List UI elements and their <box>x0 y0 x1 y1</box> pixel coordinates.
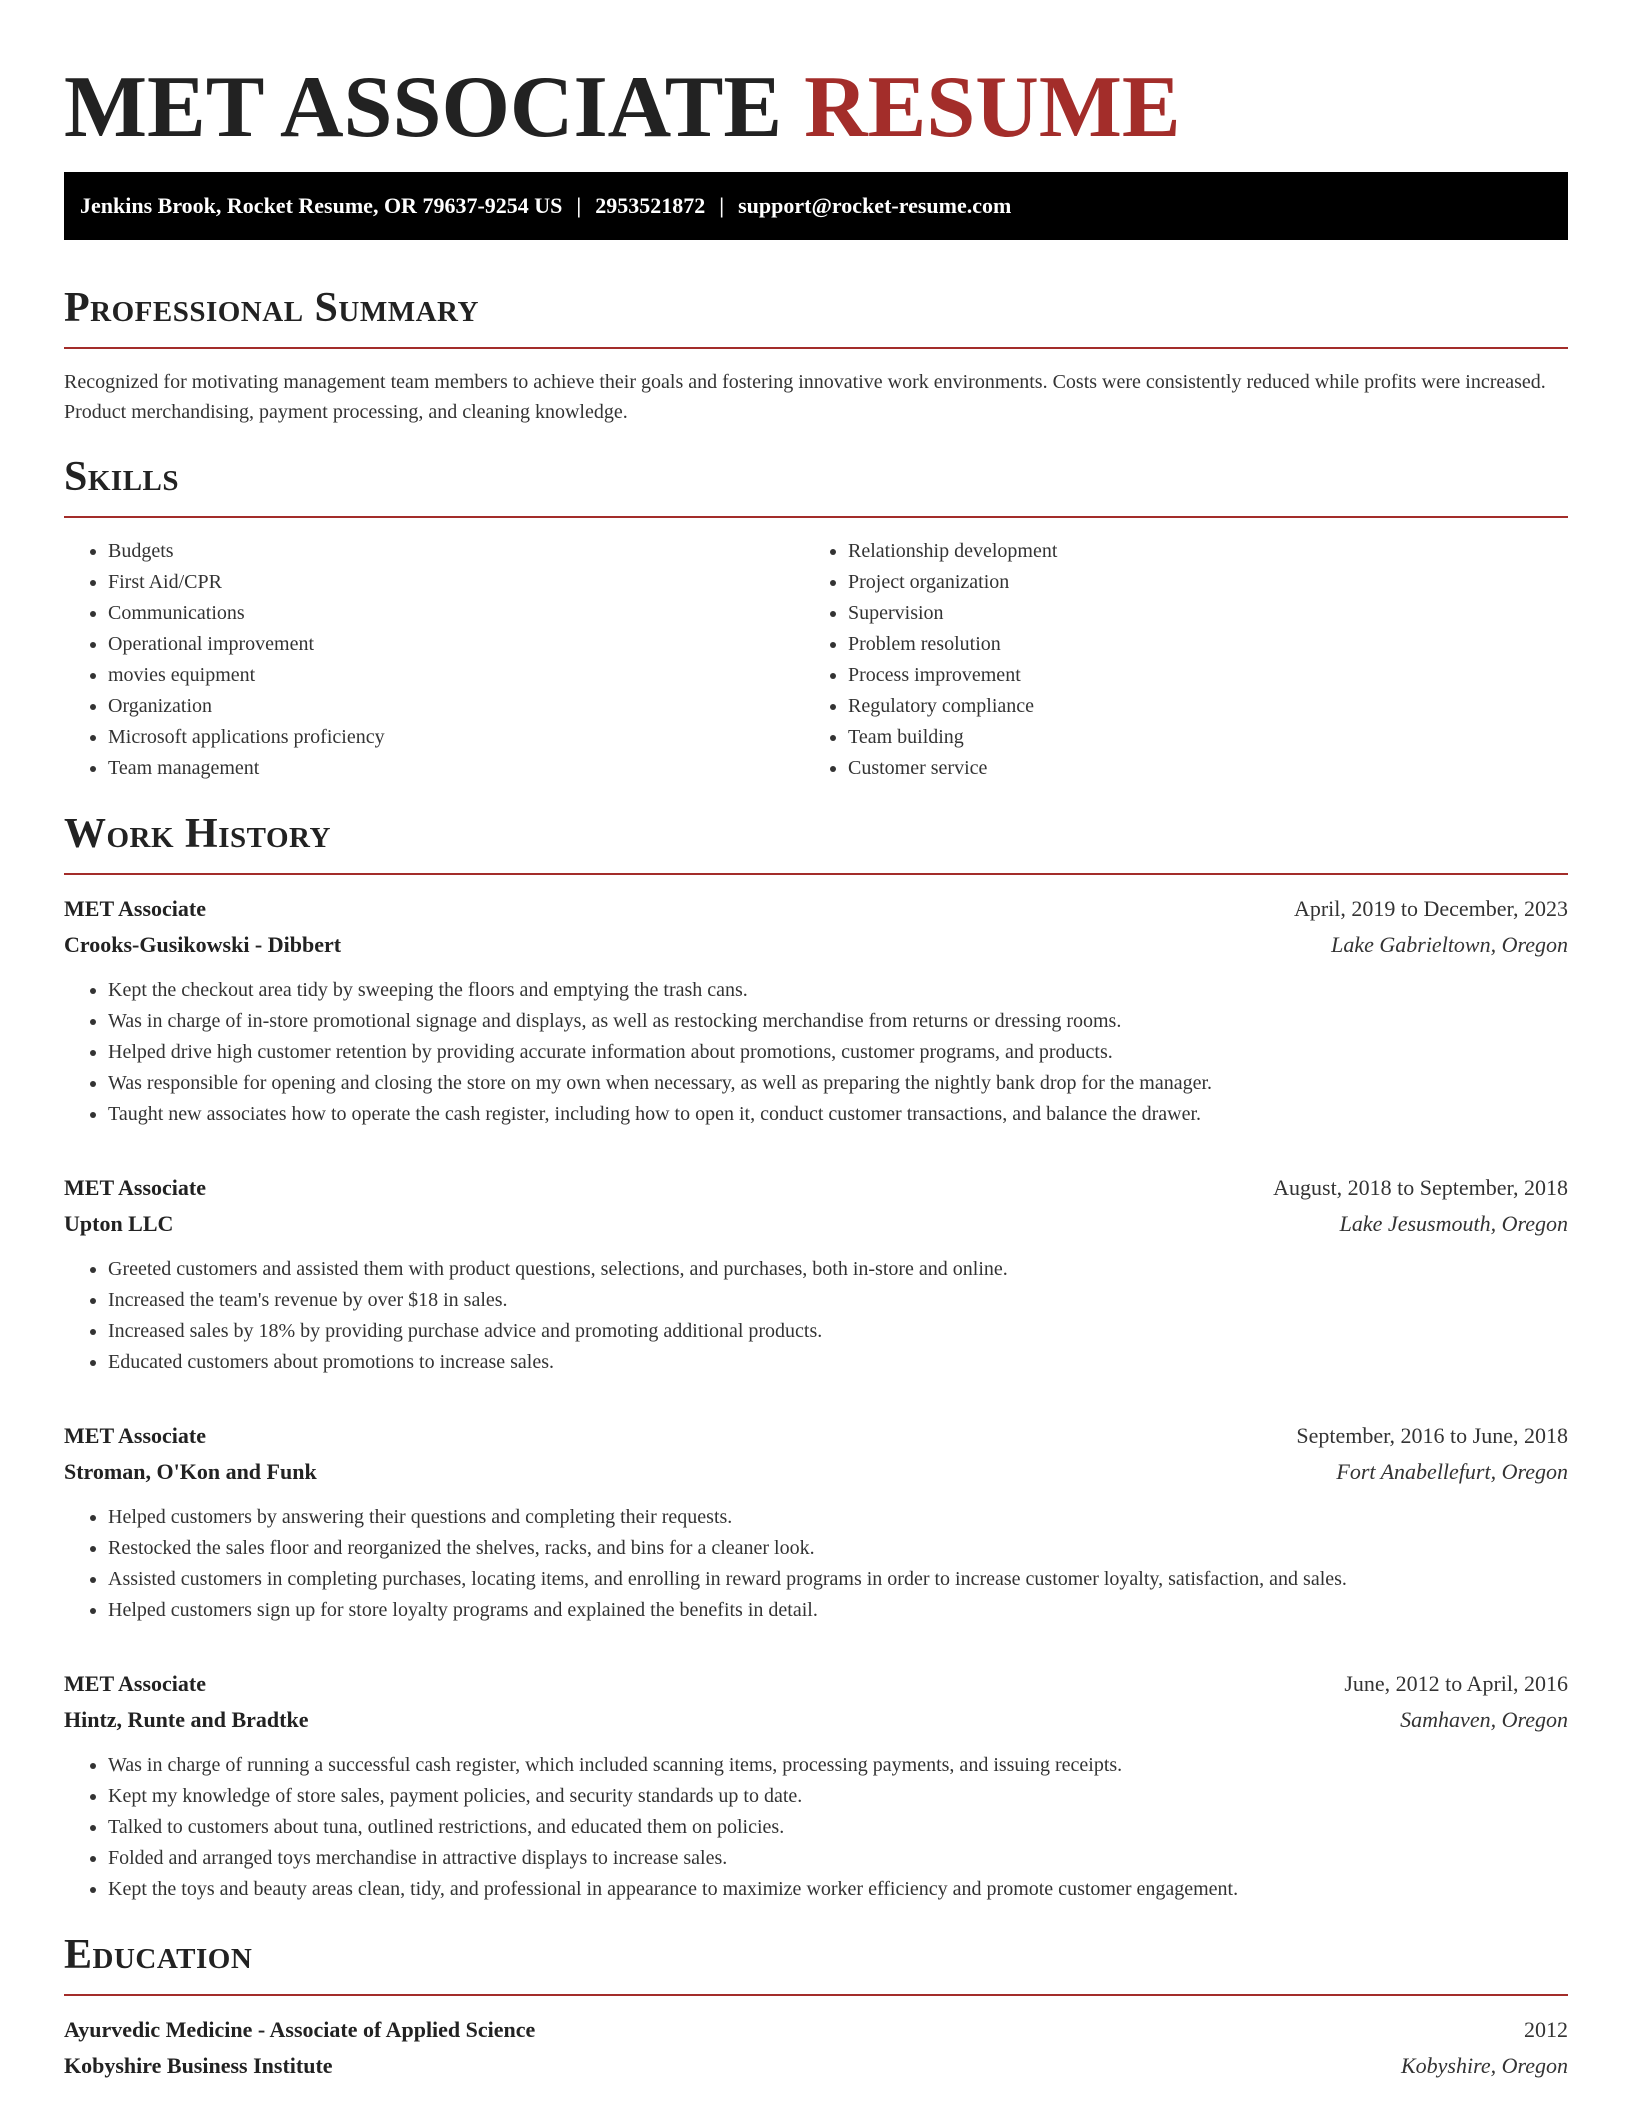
skill-item: • Microsoft applications proficiency <box>108 722 804 753</box>
education-year: 2012 <box>1524 2017 1568 2042</box>
job-bullet: • Kept my knowledge of store sales, payment policies, and security standards up to date. <box>108 1781 1568 1812</box>
job-company: Upton LLC <box>64 1211 174 1236</box>
skill-item: • Communications <box>108 598 804 629</box>
job-location: Fort Anabellefurt, Oregon <box>1336 1459 1568 1484</box>
section-heading-work: Work History <box>64 811 331 857</box>
title-accent: RESUME <box>804 59 1181 156</box>
job-bullet: • Was in charge of in-store promotional signage and displays, as well as restocking merchandise from returns or dressing rooms. <box>108 1006 1568 1037</box>
job-bullet: • Helped drive high customer retention by providing accurate information about promotions, customer programs, and products. <box>108 1037 1568 1068</box>
job-bullet: • Folded and arranged toys merchandise in attractive displays to increase sales. <box>108 1843 1568 1874</box>
title-main: MET ASSOCIATE <box>64 59 783 156</box>
skill-item: • Team building <box>848 722 1544 753</box>
job-role: MET Associate <box>64 896 206 921</box>
contact-email[interactable]: support@rocket-resume.com <box>738 193 1012 218</box>
contact-separator: | <box>719 193 725 218</box>
section-divider <box>64 873 1568 875</box>
skill-item: • First Aid/CPR <box>108 567 804 598</box>
job-bullet: • Talked to customers about tuna, outlined restrictions, and educated them on policies. <box>108 1812 1568 1843</box>
skill-item: • Process improvement <box>848 660 1544 691</box>
job-bullets <box>64 1502 1568 1626</box>
contact-phone: 2953521872 <box>595 193 706 218</box>
section-divider <box>64 1994 1568 1996</box>
job-role: MET Associate <box>64 1423 206 1448</box>
education-entry <box>64 2012 1568 2084</box>
job-entry <box>64 1418 1568 1626</box>
education-section <box>64 1931 1568 2084</box>
section-heading-education: Education <box>64 1932 253 1978</box>
skill-item: • Project organization <box>848 567 1544 598</box>
work-history-section <box>64 810 1568 1905</box>
job-bullet: • Assisted customers in completing purchases, locating items, and enrolling in reward programs in order to increase customer loyalty, satisfaction, and sales. <box>108 1564 1568 1595</box>
job-role: MET Associate <box>64 1175 206 1200</box>
skills-section <box>64 453 1568 784</box>
job-entry <box>64 1170 1568 1378</box>
job-bullet: • Kept the toys and beauty areas clean, tidy, and professional in appearance to maximize worker efficiency and promote customer engagement. <box>108 1874 1568 1905</box>
skills-list-right <box>804 536 1544 784</box>
section-heading-skills: Skills <box>64 454 180 500</box>
job-role: MET Associate <box>64 1671 206 1696</box>
skill-item: • Budgets <box>108 536 804 567</box>
skill-item: • Organization <box>108 691 804 722</box>
job-bullets <box>64 1254 1568 1378</box>
job-bullet: • Increased the team's revenue by over $18 in sales. <box>108 1285 1568 1316</box>
job-bullet: • Helped customers by answering their questions and completing their requests. <box>108 1502 1568 1533</box>
resume-title <box>64 56 1568 160</box>
job-bullet: • Educated customers about promotions to increase sales. <box>108 1347 1568 1378</box>
job-bullet: • Restocked the sales floor and reorganized the shelves, racks, and bins for a cleaner look. <box>108 1533 1568 1564</box>
section-divider <box>64 347 1568 349</box>
contact-bar <box>64 172 1568 240</box>
job-dates: September, 2016 to June, 2018 <box>1296 1423 1568 1448</box>
job-company: Crooks-Gusikowski - Dibbert <box>64 932 342 957</box>
section-heading-summary: Professional Summary <box>64 285 479 331</box>
section-divider <box>64 516 1568 518</box>
skill-item: • Problem resolution <box>848 629 1544 660</box>
education-school: Kobyshire Business Institute <box>64 2053 333 2078</box>
job-entry <box>64 1666 1568 1905</box>
job-dates: April, 2019 to December, 2023 <box>1293 896 1568 921</box>
job-bullets <box>64 1750 1568 1905</box>
job-company: Stroman, O'Kon and Funk <box>64 1459 317 1484</box>
job-bullet: • Increased sales by 18% by providing purchase advice and promoting additional products. <box>108 1316 1568 1347</box>
skill-item: • Team management <box>108 753 804 784</box>
job-location: Lake Gabrieltown, Oregon <box>1331 932 1568 957</box>
skills-list-left <box>64 536 804 784</box>
job-bullet: • Taught new associates how to operate the cash register, including how to open it, conduct customer transactions, and balance the drawer. <box>108 1099 1568 1130</box>
job-location: Samhaven, Oregon <box>1400 1707 1568 1732</box>
job-bullet: • Helped customers sign up for store loyalty programs and explained the benefits in detail. <box>108 1595 1568 1626</box>
skill-item: • Relationship development <box>848 536 1544 567</box>
skill-item: • movies equipment <box>108 660 804 691</box>
skill-item: • Operational improvement <box>108 629 804 660</box>
skill-item: • Customer service <box>848 753 1544 784</box>
education-location: Kobyshire, Oregon <box>1400 2053 1568 2078</box>
job-company: Hintz, Runte and Bradtke <box>64 1707 309 1732</box>
contact-separator: | <box>576 193 582 218</box>
skills-columns <box>64 536 1568 784</box>
job-dates: August, 2018 to September, 2018 <box>1273 1175 1568 1200</box>
summary-section <box>64 284 1568 427</box>
job-bullet: • Was responsible for opening and closing the store on my own when necessary, as well as preparing the nightly bank drop for the manager. <box>108 1068 1568 1099</box>
job-bullet: • Greeted customers and assisted them with product questions, selections, and purchases, both in-store and online. <box>108 1254 1568 1285</box>
skill-item: • Regulatory compliance <box>848 691 1544 722</box>
job-location: Lake Jesusmouth, Oregon <box>1339 1211 1568 1236</box>
job-bullet: • Kept the checkout area tidy by sweeping the floors and emptying the trash cans. <box>108 975 1568 1006</box>
job-dates: June, 2012 to April, 2016 <box>1344 1671 1568 1696</box>
contact-address: Jenkins Brook, Rocket Resume, OR 79637-9254 US <box>80 193 563 218</box>
job-bullet: • Was in charge of running a successful cash register, which included scanning items, processing payments, and issuing receipts. <box>108 1750 1568 1781</box>
skill-item: • Supervision <box>848 598 1544 629</box>
job-bullets <box>64 975 1568 1130</box>
education-degree: Ayurvedic Medicine - Associate of Applied Science <box>64 2017 536 2042</box>
job-entry <box>64 891 1568 1130</box>
summary-text: Recognized for motivating management team members to achieve their goals and fostering innovative work environments. Costs were consistently reduced while profits were increased. Product merchandising, payment processing, and cleaning knowledge. <box>64 371 1546 423</box>
resume-page <box>64 0 1568 2084</box>
